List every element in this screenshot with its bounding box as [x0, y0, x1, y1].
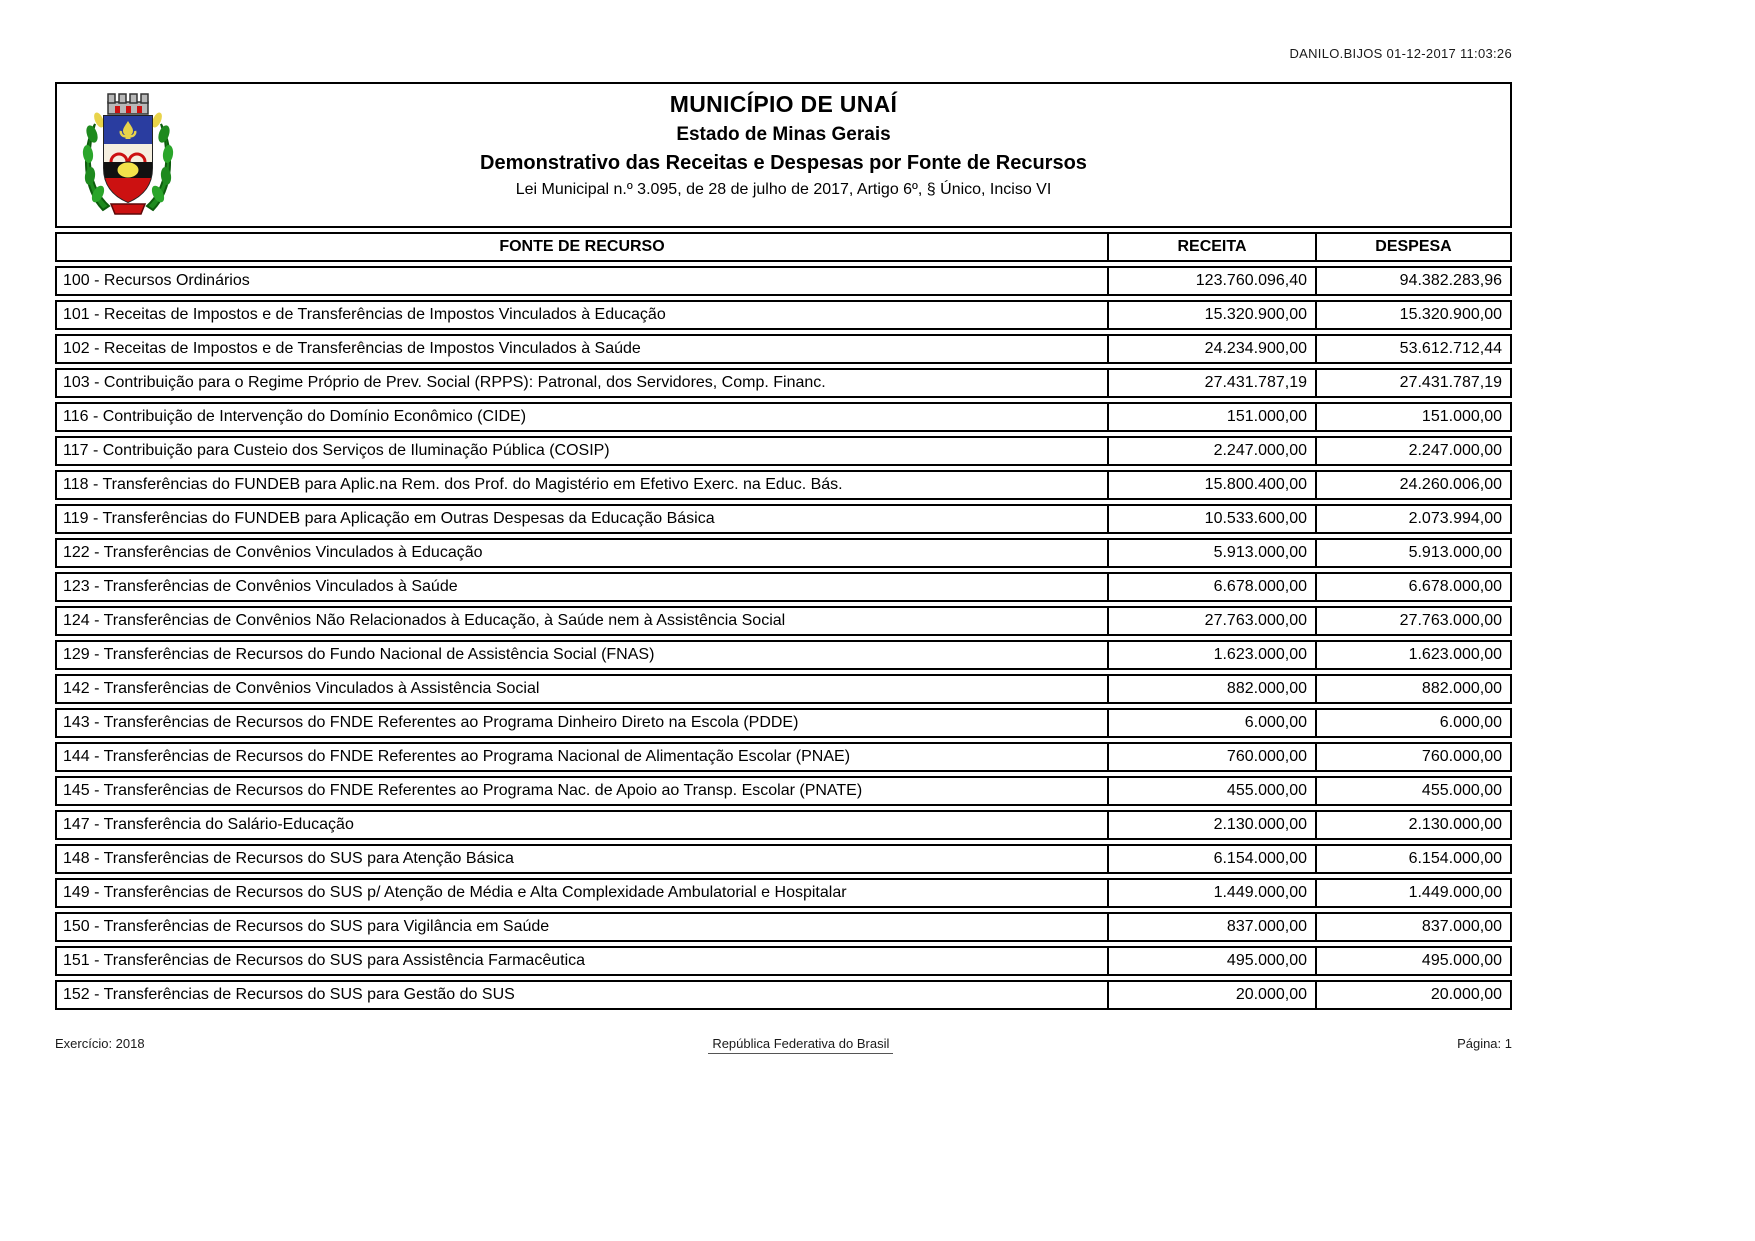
cell-receita: 760.000,00	[1107, 744, 1315, 770]
cell-despesa: 6.000,00	[1315, 710, 1510, 736]
table-row	[55, 606, 1512, 636]
table-row	[55, 912, 1512, 942]
table-row	[55, 266, 1512, 296]
report-header	[55, 82, 1512, 228]
cell-despesa: 6.154.000,00	[1315, 846, 1510, 872]
table-row	[55, 402, 1512, 432]
cell-fonte-de-recurso: 152 - Transferências de Recursos do SUS para Gestão do SUS	[63, 986, 515, 1003]
cell-fonte-de-recurso: 151 - Transferências de Recursos do SUS para Assistência Farmacêutica	[63, 952, 586, 969]
cell-receita: 27.431.787,19	[1107, 370, 1315, 396]
cell-receita: 15.800.400,00	[1107, 472, 1315, 498]
municipal-coat-of-arms-icon	[75, 90, 181, 222]
table-row	[55, 742, 1512, 772]
cell-receita: 837.000,00	[1107, 914, 1315, 940]
cell-receita: 20.000,00	[1107, 982, 1315, 1008]
table-row	[55, 640, 1512, 670]
print-stamp: DANILO.BIJOS 01-12-2017 11:03:26	[1289, 46, 1512, 61]
table-row	[55, 538, 1512, 568]
cell-despesa: 27.431.787,19	[1315, 370, 1510, 396]
cell-receita: 123.760.096,40	[1107, 268, 1315, 294]
table-row	[55, 810, 1512, 840]
cell-receita: 455.000,00	[1107, 778, 1315, 804]
cell-fonte-de-recurso: 149 - Transferências de Recursos do SUS p/ Atenção de Média e Alta Complexidade Ambulatorial e Hospitalar	[63, 884, 847, 901]
cell-despesa: 837.000,00	[1315, 914, 1510, 940]
cell-fonte-de-recurso: 100 - Recursos Ordinários	[63, 272, 250, 289]
cell-despesa: 1.449.000,00	[1315, 880, 1510, 906]
table-row	[55, 504, 1512, 534]
cell-receita: 10.533.600,00	[1107, 506, 1315, 532]
cell-fonte-de-recurso: 102 - Receitas de Impostos e de Transferências de Impostos Vinculados à Saúde	[63, 340, 641, 357]
table-body	[55, 266, 1512, 1010]
cell-despesa: 2.073.994,00	[1315, 506, 1510, 532]
report-content	[55, 82, 1512, 1010]
cell-fonte-de-recurso: 118 - Transferências do FUNDEB para Aplic.na Rem. dos Prof. do Magistério em Efetivo Exerc. na Educ. Bás.	[63, 476, 843, 493]
footer-exercise-label: Exercício: 2018	[55, 1036, 145, 1051]
cell-fonte-de-recurso: 142 - Transferências de Convênios Vinculados à Assistência Social	[63, 680, 540, 697]
municipality-title: MUNICÍPIO DE UNAÍ	[669, 91, 898, 117]
cell-despesa: 1.623.000,00	[1315, 642, 1510, 668]
cell-fonte-de-recurso: 117 - Contribuição para Custeio dos Serviços de Iluminação Pública (COSIP)	[63, 442, 610, 459]
cell-fonte-de-recurso: 103 - Contribuição para o Regime Próprio de Prev. Social (RPPS): Patronal, dos Servidores, Comp. Financ.	[63, 374, 826, 391]
report-title: Demonstrativo das Receitas e Despesas por Fonte de Recursos	[480, 152, 1087, 174]
page-footer	[55, 1036, 1512, 1054]
table-row	[55, 436, 1512, 466]
table-row	[55, 674, 1512, 704]
cell-fonte-de-recurso: 124 - Transferências de Convênios Não Relacionados à Educação, à Saúde nem à Assistência Social	[63, 612, 786, 629]
cell-despesa: 6.678.000,00	[1315, 574, 1510, 600]
table-row	[55, 946, 1512, 976]
table-row	[55, 878, 1512, 908]
cell-fonte-de-recurso: 145 - Transferências de Recursos do FNDE Referentes ao Programa Nac. de Apoio ao Transp. Escolar (PNATE)	[63, 782, 863, 799]
cell-fonte-de-recurso: 101 - Receitas de Impostos e de Transferências de Impostos Vinculados à Educação	[63, 306, 666, 323]
cell-receita: 2.130.000,00	[1107, 812, 1315, 838]
cell-despesa: 53.612.712,44	[1315, 336, 1510, 362]
cell-despesa: 2.247.000,00	[1315, 438, 1510, 464]
cell-fonte-de-recurso: 143 - Transferências de Recursos do FNDE Referentes ao Programa Dinheiro Direto na Escola (PDDE)	[63, 714, 799, 731]
column-header-receita: RECEITA	[1107, 234, 1315, 260]
cell-receita: 495.000,00	[1107, 948, 1315, 974]
cell-receita: 27.763.000,00	[1107, 608, 1315, 634]
state-subtitle: Estado de Minas Gerais	[676, 124, 891, 145]
table-row	[55, 300, 1512, 330]
footer-page-number: Página: 1	[1457, 1036, 1512, 1051]
cell-receita: 6.154.000,00	[1107, 846, 1315, 872]
cell-receita: 1.623.000,00	[1107, 642, 1315, 668]
cell-receita: 1.449.000,00	[1107, 880, 1315, 906]
cell-receita: 24.234.900,00	[1107, 336, 1315, 362]
cell-despesa: 151.000,00	[1315, 404, 1510, 430]
cell-despesa: 2.130.000,00	[1315, 812, 1510, 838]
cell-receita: 6.000,00	[1107, 710, 1315, 736]
cell-fonte-de-recurso: 144 - Transferências de Recursos do FNDE Referentes ao Programa Nacional de Alimentação Escolar (PNAE)	[63, 748, 851, 765]
cell-fonte-de-recurso: 122 - Transferências de Convênios Vinculados à Educação	[63, 544, 483, 561]
cell-despesa: 760.000,00	[1315, 744, 1510, 770]
table-row	[55, 980, 1512, 1010]
column-header-fonte: FONTE DE RECURSO	[499, 238, 665, 255]
column-header-despesa: DESPESA	[1315, 234, 1510, 260]
cell-receita: 2.247.000,00	[1107, 438, 1315, 464]
table-row	[55, 776, 1512, 806]
cell-despesa: 495.000,00	[1315, 948, 1510, 974]
cell-fonte-de-recurso: 147 - Transferência do Salário-Educação	[63, 816, 354, 833]
cell-receita: 5.913.000,00	[1107, 540, 1315, 566]
table-row	[55, 368, 1512, 398]
cell-despesa: 94.382.283,96	[1315, 268, 1510, 294]
cell-receita: 882.000,00	[1107, 676, 1315, 702]
cell-despesa: 27.763.000,00	[1315, 608, 1510, 634]
table-row	[55, 334, 1512, 364]
table-row	[55, 470, 1512, 500]
cell-fonte-de-recurso: 148 - Transferências de Recursos do SUS para Atenção Básica	[63, 850, 514, 867]
footer-country-label: República Federativa do Brasil	[708, 1036, 893, 1054]
table-row	[55, 572, 1512, 602]
cell-despesa: 882.000,00	[1315, 676, 1510, 702]
table-row	[55, 844, 1512, 874]
cell-fonte-de-recurso: 116 - Contribuição de Intervenção do Domínio Econômico (CIDE)	[63, 408, 527, 425]
cell-receita: 15.320.900,00	[1107, 302, 1315, 328]
table-row	[55, 708, 1512, 738]
cell-despesa: 15.320.900,00	[1315, 302, 1510, 328]
cell-fonte-de-recurso: 123 - Transferências de Convênios Vinculados à Saúde	[63, 578, 458, 595]
law-reference-line: Lei Municipal n.º 3.095, de 28 de julho de 2017, Artigo 6º, § Único, Inciso VI	[515, 181, 1052, 198]
cell-fonte-de-recurso: 150 - Transferências de Recursos do SUS para Vigilância em Saúde	[63, 918, 550, 935]
cell-despesa: 455.000,00	[1315, 778, 1510, 804]
table-header-row	[55, 232, 1512, 262]
cell-receita: 151.000,00	[1107, 404, 1315, 430]
cell-despesa: 5.913.000,00	[1315, 540, 1510, 566]
cell-fonte-de-recurso: 119 - Transferências do FUNDEB para Aplicação em Outras Despesas da Educação Básica	[63, 510, 715, 527]
cell-despesa: 24.260.006,00	[1315, 472, 1510, 498]
cell-despesa: 20.000,00	[1315, 982, 1510, 1008]
cell-fonte-de-recurso: 129 - Transferências de Recursos do Fundo Nacional de Assistência Social (FNAS)	[63, 646, 655, 663]
cell-receita: 6.678.000,00	[1107, 574, 1315, 600]
